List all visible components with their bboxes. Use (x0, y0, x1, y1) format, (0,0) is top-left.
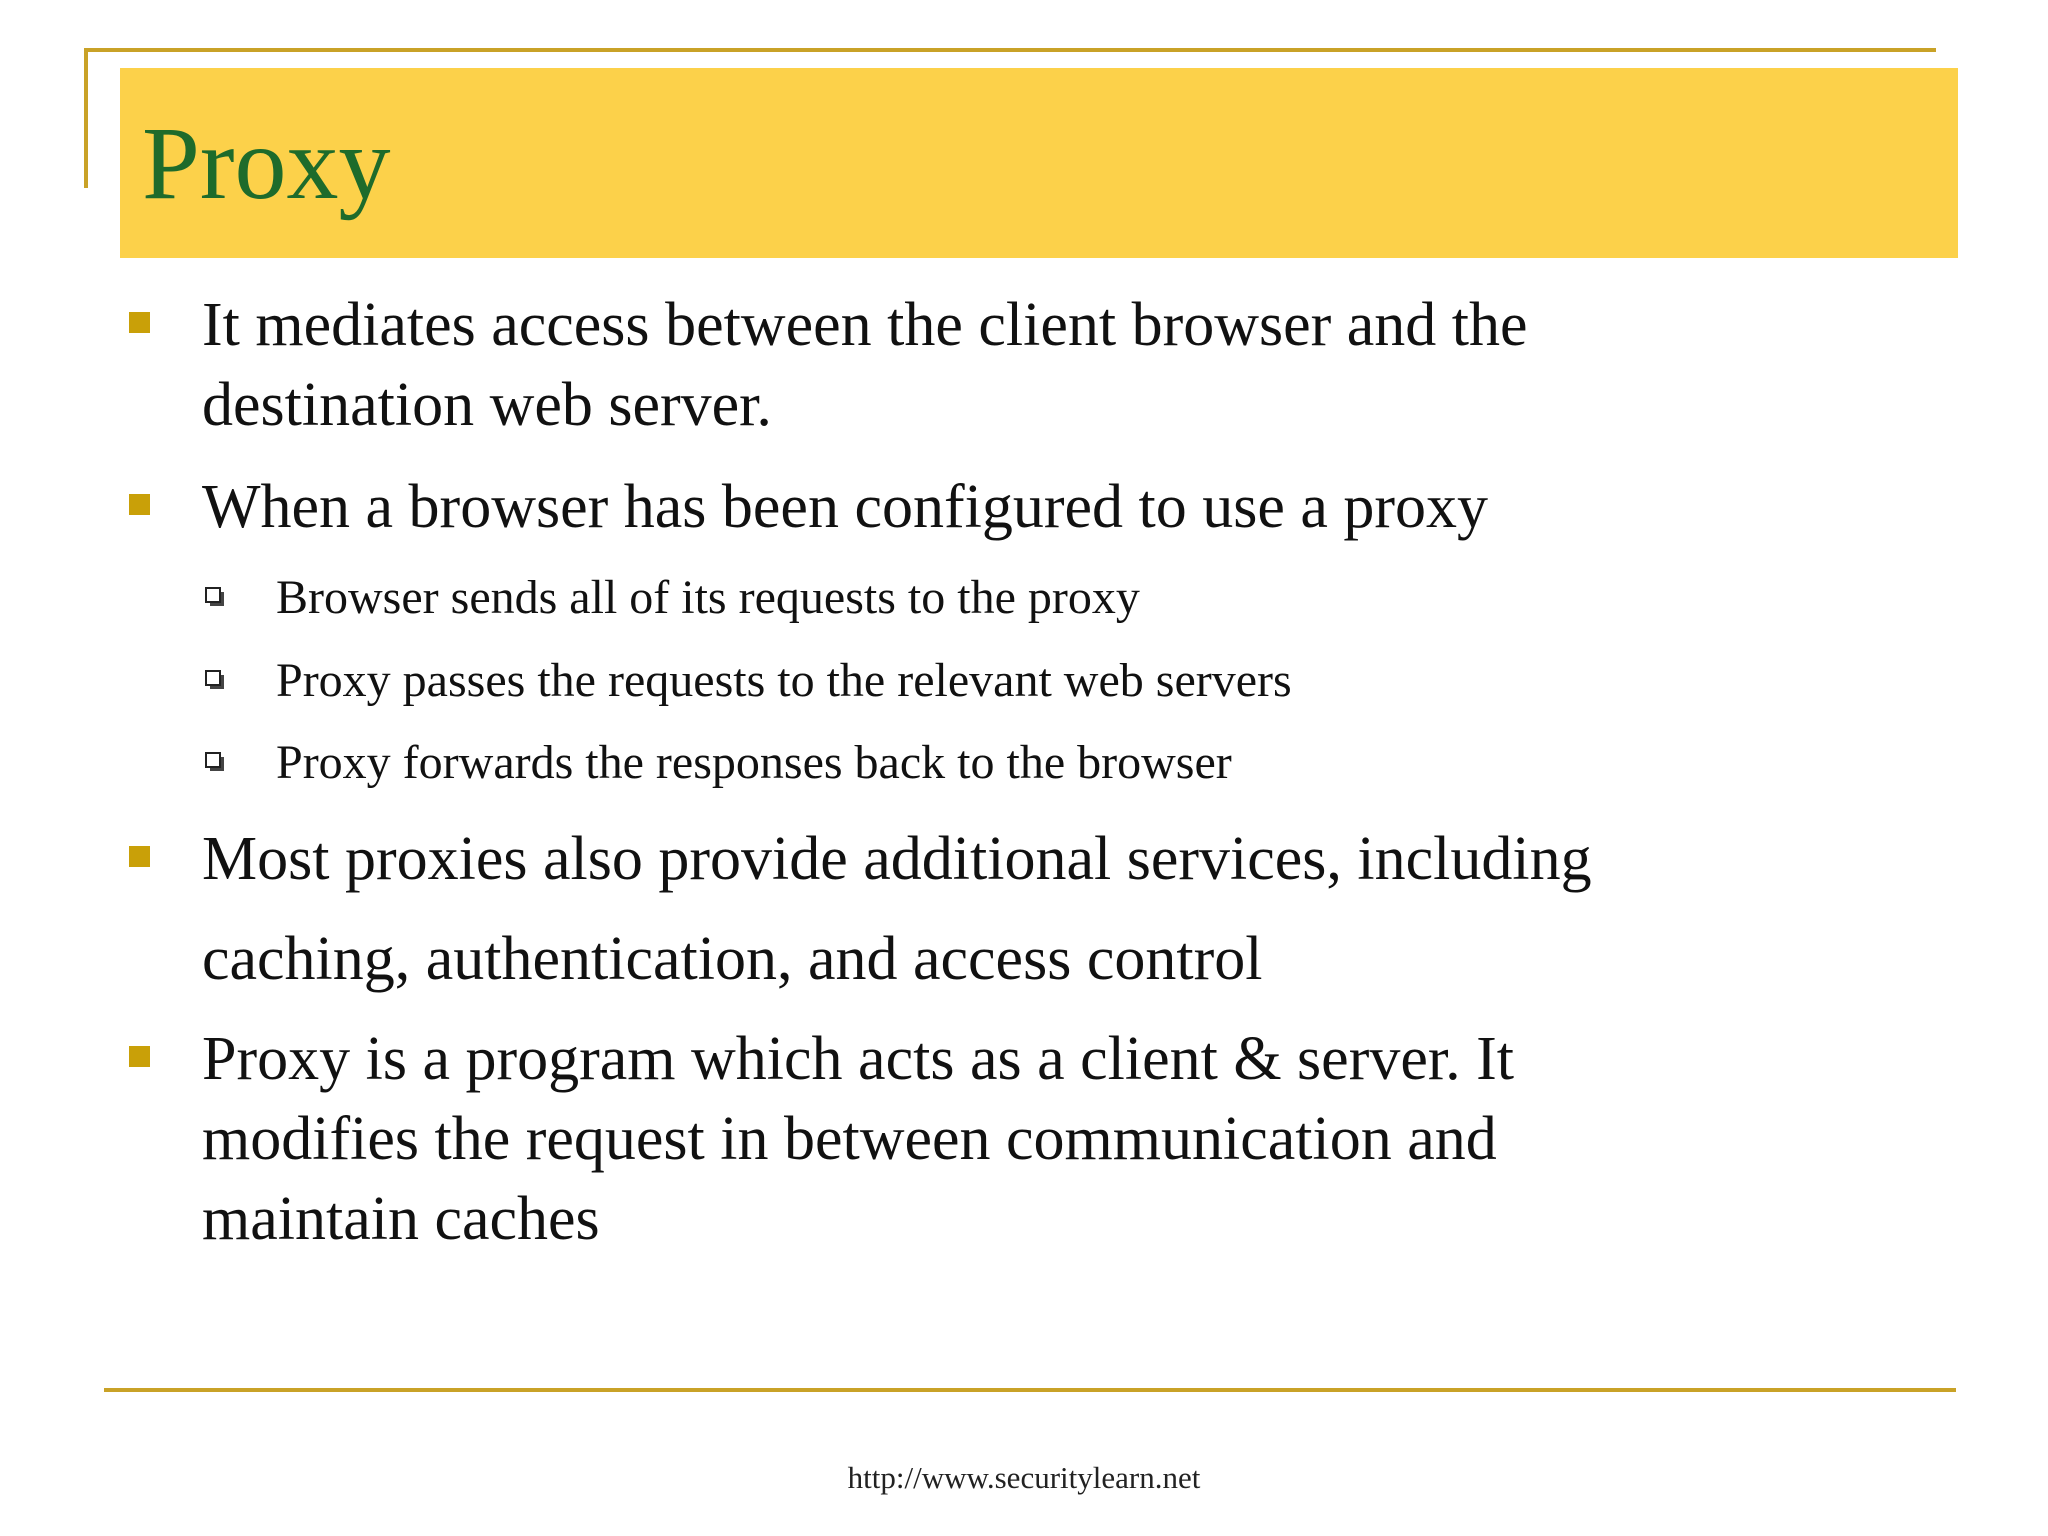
square-bullet-icon (129, 1046, 150, 1067)
slide-title: Proxy (142, 106, 391, 221)
square-bullet-icon (129, 846, 150, 867)
hollow-square-bullet-icon (205, 670, 221, 686)
bullet-4-line-1: Proxy is a program which acts as a client & server. It (202, 1025, 1514, 1093)
footer-url: http://www.securitylearn.net (847, 1460, 1201, 1495)
square-bullet-icon (129, 312, 150, 333)
bullet-4-line-3: maintain caches (202, 1185, 600, 1253)
bullet-2-line-1: When a browser has been configured to use a proxy (202, 473, 1489, 541)
bullet-4-line-2: modifies the request in between communication and (202, 1105, 1497, 1173)
square-bullet-icon (129, 494, 150, 515)
bullet-3-line-2: caching, authentication, and access control (202, 925, 1263, 993)
bullet-1-line-1: It mediates access between the client browser and the (202, 291, 1528, 359)
hollow-square-bullet-icon (205, 587, 221, 603)
footer-rule (104, 1388, 1956, 1392)
sub-bullet-2: Proxy passes the requests to the relevant web servers (276, 654, 1292, 707)
sub-bullet-3: Proxy forwards the responses back to the browser (276, 736, 1232, 789)
bullet-3-line-1: Most proxies also provide additional services, including (202, 825, 1592, 893)
hollow-square-bullet-icon (205, 752, 221, 768)
bullet-1-line-2: destination web server. (202, 371, 772, 439)
sub-bullet-1: Browser sends all of its requests to the proxy (276, 571, 1140, 624)
